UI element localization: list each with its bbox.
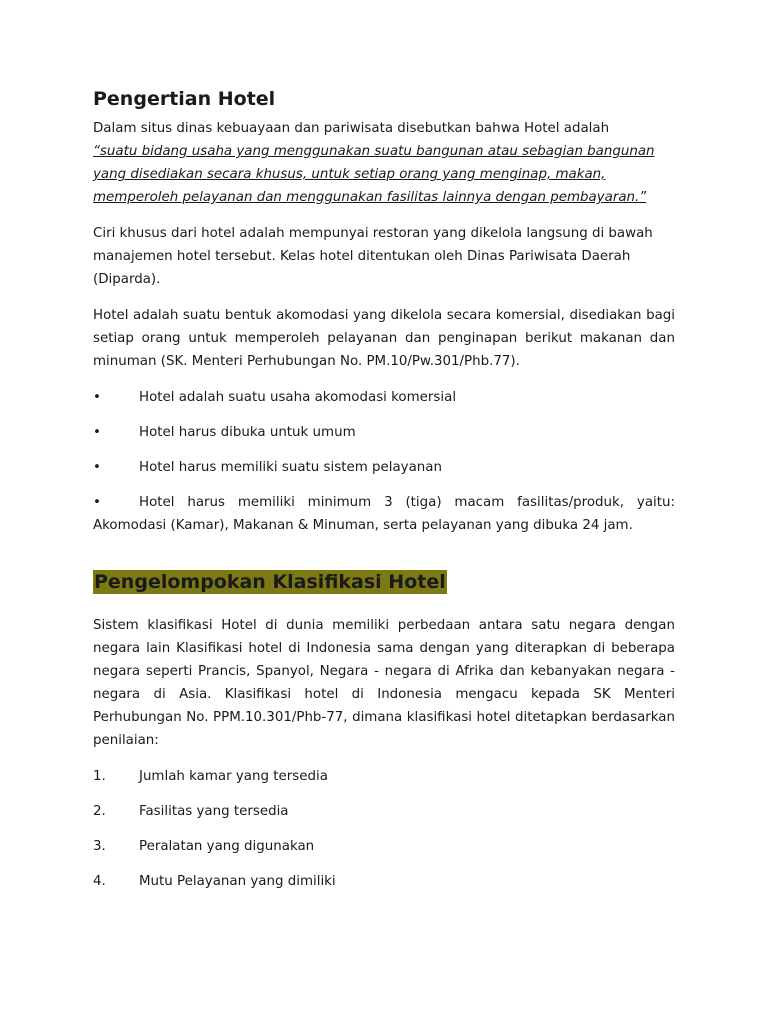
list-number: 4.: [93, 874, 106, 889]
bullet-marker: •: [93, 460, 101, 475]
numbered-text: Jumlah kamar yang tersedia: [139, 769, 328, 784]
bullet-marker: •: [93, 390, 101, 405]
section-title-klasifikasi-hotel: Pengelompokan Klasifikasi Hotel: [94, 571, 446, 593]
bullet-item: [93, 491, 675, 537]
bullet-text: Hotel harus memiliki suatu sistem pelayanan: [139, 460, 442, 475]
paragraph-sistem-klasifikasi: Sistem klasifikasi Hotel di dunia memiliki perbedaan antara satu negara dengan negara lain Klasifikasi hotel di Indonesia sama dengan yang diterapkan di beberapa negara seperti Prancis, Spanyol, Negara - negara di Afrika dan kebanyakan negara - negara di Asia. Klasifikasi hotel di Indonesia mengacu kepada SK Menteri Perhubungan No. PPM.10.301/Phb-77, dimana klasifikasi hotel ditetapkan berdasarkan penilaian:: [93, 618, 675, 748]
bullet-text: Hotel harus memiliki minimum 3 (tiga) macam fasilitas/produk, yaitu: Akomodasi (Kamar), Makanan & Minuman, serta pelayanan yang dibuka 24 jam.: [93, 495, 675, 533]
bullet-text: Hotel harus dibuka untuk umum: [139, 425, 356, 440]
numbered-text: Mutu Pelayanan yang dimiliki: [139, 874, 336, 889]
paragraph-ciri-khusus: Ciri khusus dari hotel adalah mempunyai restoran yang dikelola langsung di bawah manajemen hotel tersebut. Kelas hotel ditentukan oleh Dinas Pariwisata Daerah (Diparda).: [93, 226, 653, 287]
bullet-text: Hotel adalah suatu usaha akomodasi komersial: [139, 390, 457, 405]
bullet-item: [93, 386, 675, 409]
list-number: 2.: [93, 804, 106, 819]
list-number: 1.: [93, 769, 106, 784]
numbered-item: [93, 765, 675, 788]
document-page: [93, 86, 675, 905]
numbered-text: Peralatan yang digunakan: [139, 839, 315, 854]
intro-text: Dalam situs dinas kebuayaan dan pariwisata disebutkan bahwa Hotel adalah: [93, 121, 610, 136]
section-title-pengertian-hotel: Pengertian Hotel: [93, 88, 276, 110]
paragraph-definisi-hotel: Hotel adalah suatu bentuk akomodasi yang dikelola secara komersial, disediakan bagi setiap orang untuk memperoleh pelayanan dan penginapan berikut makanan dan minuman (SK. Menteri Perhubungan No. PM.10/Pw.301/Phb.77).: [93, 308, 675, 369]
bullet-item: [93, 456, 675, 479]
numbered-item: [93, 800, 675, 823]
numbered-item: [93, 870, 675, 893]
bullet-item: [93, 421, 675, 444]
list-number: 3.: [93, 839, 106, 854]
bullet-marker: •: [93, 425, 101, 440]
numbered-text: Fasilitas yang tersedia: [139, 804, 289, 819]
bullet-marker: •: [93, 495, 101, 510]
definition-quote: “suatu bidang usaha yang menggunakan suatu bangunan atau sebagian bangunan yang disediakan secara khusus, untuk setiap orang yang menginap, makan, memperoleh pelayanan dan menggunakan fasilitas lainnya dengan pembayaran.”: [93, 144, 655, 205]
numbered-item: [93, 835, 675, 858]
